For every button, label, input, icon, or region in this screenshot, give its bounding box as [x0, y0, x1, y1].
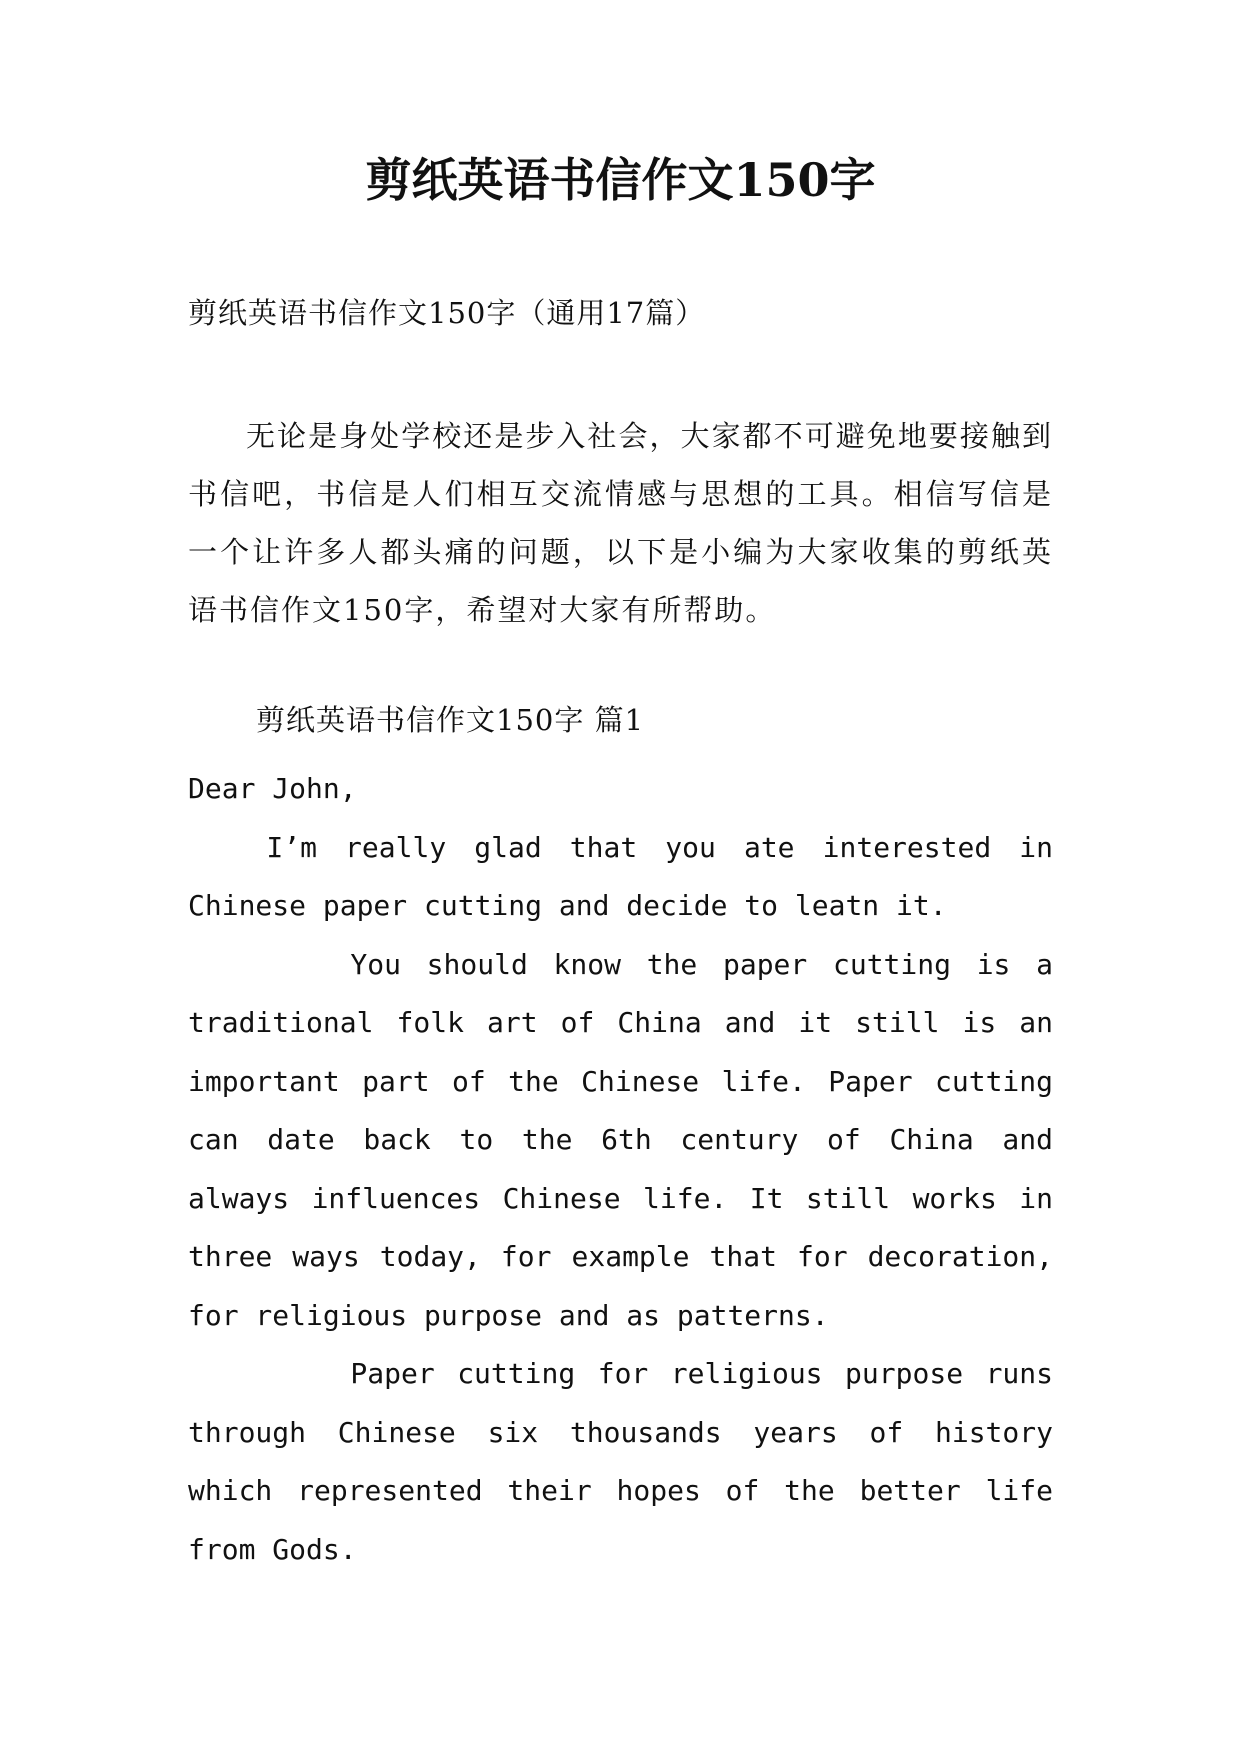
- intro-paragraph: 无论是身处学校还是步入社会，大家都不可避免地要接触到书信吧，书信是人们相互交流情感与思想的工具。相信写信是一个让许多人都头痛的问题，以下是小编为大家收集的剪纸英语书信作文150字，希望对大家有所帮助。: [188, 419, 1053, 627]
- letter-salutation: Dear John,: [188, 772, 357, 805]
- document-subtitle: 剪纸英语书信作文150字（通用17篇）: [188, 296, 706, 330]
- document-title: 剪纸英语书信作文150字: [365, 153, 876, 207]
- letter-paragraph-1: I’m really glad that you ate interested in Chinese paper cutting and decide to leatn it.: [188, 830, 1053, 922]
- letter-body: [188, 760, 1053, 1579]
- letter-paragraph-2: You should know the paper cutting is a traditional folk art of China and it still is an important part of the Chinese life. Paper cutting can date back to the 6th century of China and always influences Chinese life. It still works in three ways today, for example that for decoration, for religious purpose and as patterns.: [188, 947, 1053, 1332]
- section-heading: 剪纸英语书信作文150字 篇1: [256, 703, 645, 737]
- letter-paragraph-3: Paper cutting for religious purpose runs through Chinese six thousands years of history which represented their hopes of the better life from Gods.: [188, 1357, 1053, 1566]
